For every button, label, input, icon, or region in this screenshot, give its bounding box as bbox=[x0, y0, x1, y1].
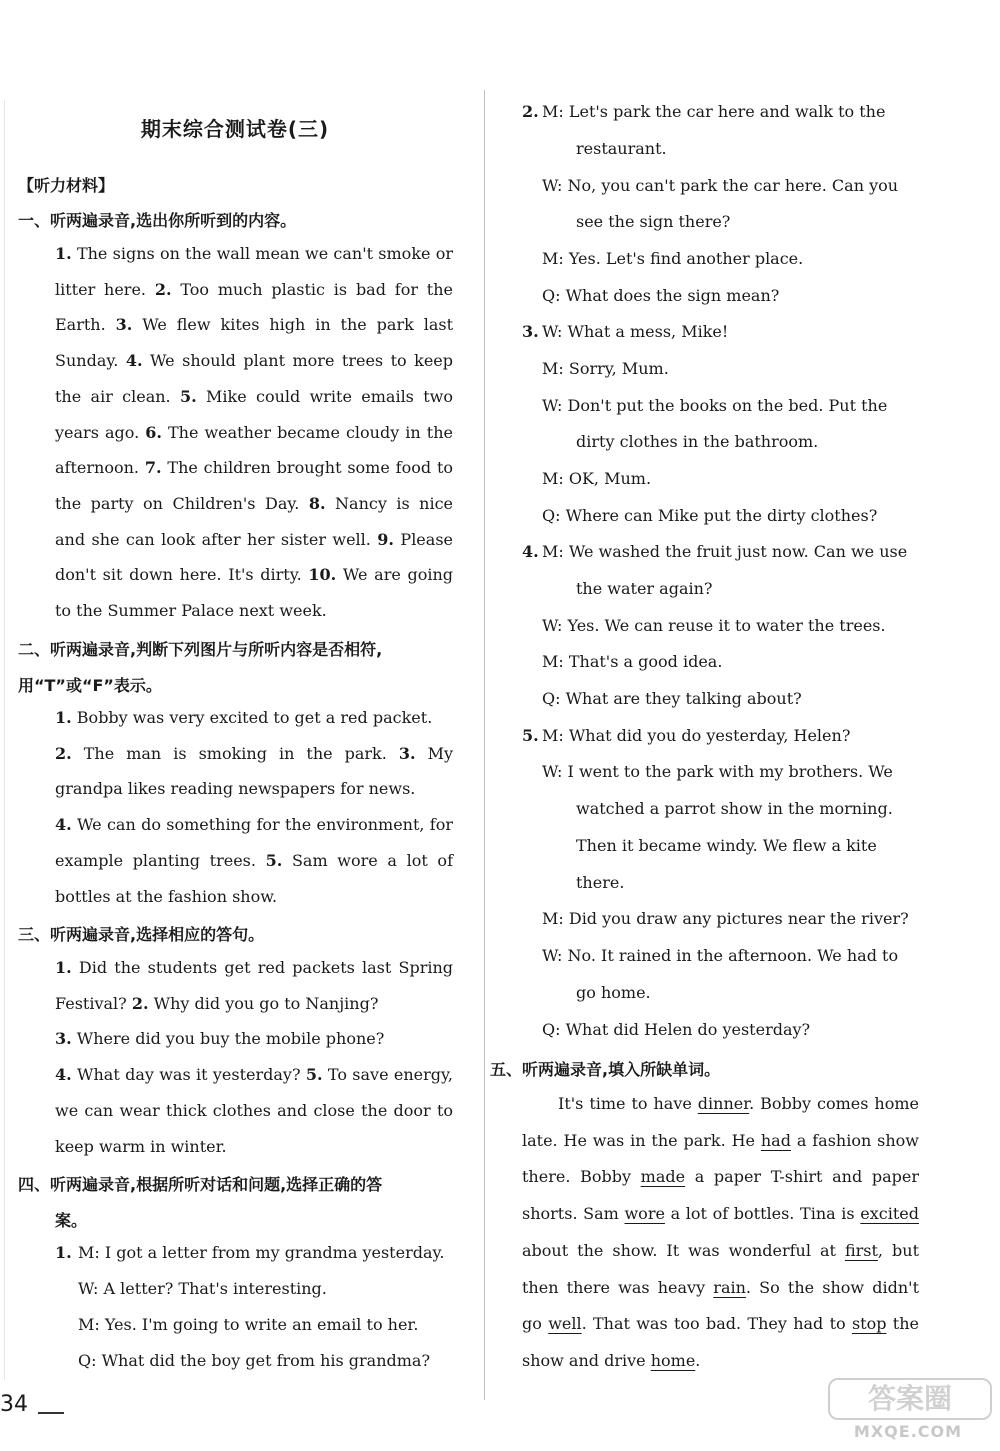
dialogue4-line: Q: What are they talking about? bbox=[542, 689, 802, 708]
dialogue4-line: M: We washed the fruit just now. Can we use bbox=[542, 542, 908, 561]
cloze-answer: first bbox=[844, 1240, 878, 1260]
dialogue2-line: W: No, you can't park the car here. Can you bbox=[542, 176, 899, 195]
column-divider bbox=[484, 90, 485, 1400]
cloze-answer: rain bbox=[713, 1277, 746, 1297]
section1-paragraph: 1. The signs on the wall mean we can't smoke or litter here. 2. Too much plastic is bad for the Earth. 3. We flew kites high in the park last Sunday. 4. We should plant more trees to keep the air clean. 5. Mike could write emails two years ago. 6. The weather became cloudy in the afternoon. 7. The children brought some food to the party on Children's Day. 8. Nancy is nice and she can look after her sister well. 9. Please don't sit down here. It's dirty. 10. We are going to the Summer Palace next week. bbox=[55, 244, 454, 621]
section5-heading: 五、听两遍录音,填入所缺单词。 bbox=[490, 1060, 721, 1079]
cloze-answer: home bbox=[650, 1350, 696, 1370]
section3-heading: 三、听两遍录音,选择相应的答句。 bbox=[18, 925, 265, 944]
dialogue5-line: W: No. It rained in the afternoon. We had to bbox=[542, 946, 899, 965]
dialogue2-line: restaurant. bbox=[576, 139, 667, 158]
cloze-answer: well bbox=[548, 1314, 582, 1334]
page-number-rule bbox=[38, 1412, 64, 1414]
left-margin-rule bbox=[4, 100, 5, 1380]
dialogue1-number: 1. bbox=[55, 1243, 72, 1262]
section4-heading-line1: 四、听两遍录音,根据所听对话和问题,选择正确的答 bbox=[18, 1175, 383, 1194]
cloze-answer: stop bbox=[851, 1314, 887, 1334]
watermark-top-text: 答案圈 bbox=[828, 1378, 992, 1420]
dialogue3-line: W: Don't put the books on the bed. Put the bbox=[542, 396, 888, 415]
page-title: 期末综合测试卷(三) bbox=[140, 117, 330, 141]
dialogue4-line: M: That's a good idea. bbox=[542, 652, 723, 671]
dialogue1-line: Q: What did the boy get from his grandma? bbox=[78, 1351, 431, 1370]
dialogue4-line: W: Yes. We can reuse it to water the trees. bbox=[542, 616, 886, 635]
dialogue5-number: 5. bbox=[522, 726, 539, 745]
cloze-answer: excited bbox=[860, 1204, 919, 1224]
dialogue5-line: M: What did you do yesterday, Helen? bbox=[542, 726, 851, 745]
section5-cloze-paragraph: It's time to have dinner. Bobby comes home late. He was in the park. He had a fashion show there. Bobby made a paper T-shirt and paper shorts. Sam wore a lot of bottles. Tina is excited about the show. It was wonderful at first, but then there was heavy rain. So the show didn't go well. That was too bad. They had to stop the show and drive home. bbox=[522, 1094, 919, 1370]
dialogue4-number: 4. bbox=[522, 542, 539, 561]
section2-heading-line1: 二、听两遍录音,判断下列图片与所听内容是否相符, bbox=[18, 640, 383, 659]
cloze-answer: wore bbox=[624, 1204, 665, 1224]
dialogue5-line: there. bbox=[576, 873, 625, 892]
dialogue2-number: 2. bbox=[522, 102, 539, 121]
dialogue2-line: see the sign there? bbox=[576, 212, 731, 231]
watermark-bottom-text: MXQE.COM bbox=[853, 1422, 963, 1441]
section4-heading-line2: 案。 bbox=[55, 1211, 88, 1230]
dialogue3-line: M: Sorry, Mum. bbox=[542, 359, 669, 378]
dialogue5-line: W: I went to the park with my brothers. We bbox=[542, 762, 893, 781]
section2-heading-line2: 用“T”或“F”表示。 bbox=[18, 676, 162, 695]
section1-heading: 一、听两遍录音,选出你所听到的内容。 bbox=[18, 211, 297, 230]
dialogue2-line: Q: What does the sign mean? bbox=[542, 286, 780, 305]
dialogue2-line: M: Yes. Let's find another place. bbox=[542, 249, 804, 268]
dialogue3-line: Q: Where can Mike put the dirty clothes? bbox=[542, 506, 878, 525]
dialogue3-number: 3. bbox=[522, 322, 539, 341]
dialogue5-line: Then it became windy. We flew a kite bbox=[576, 836, 877, 855]
dialogue5-line: M: Did you draw any pictures near the river? bbox=[542, 909, 909, 928]
dialogue4-line: the water again? bbox=[576, 579, 713, 598]
cloze-answer: dinner bbox=[697, 1094, 750, 1113]
dialogue3-line: M: OK, Mum. bbox=[542, 469, 652, 488]
section3-paragraph: 1. Did the students get red packets last Spring Festival? 2. Why did you go to Nanjing? 3. Where did you buy the mobile phone? 4. What day was it yesterday? 5. To save energy, we can wear thick clothes and close the door to keep warm in winter. bbox=[55, 958, 453, 1156]
dialogue3-line: dirty clothes in the bathroom. bbox=[576, 432, 819, 451]
dialogue5-line: go home. bbox=[576, 983, 651, 1002]
watermark-logo bbox=[828, 1378, 988, 1444]
dialogue5-line: watched a parrot show in the morning. bbox=[576, 799, 893, 818]
dialogue2-line: M: Let's park the car here and walk to the bbox=[542, 102, 886, 121]
materials-label: 【听力材料】 bbox=[18, 176, 115, 195]
dialogue3-line: W: What a mess, Mike! bbox=[542, 322, 729, 341]
dialogue1-line: W: A letter? That's interesting. bbox=[78, 1279, 327, 1298]
cloze-answer: had bbox=[760, 1130, 791, 1150]
dialogue5-line: Q: What did Helen do yesterday? bbox=[542, 1020, 811, 1039]
page-number: 34 bbox=[0, 1392, 28, 1417]
section2-paragraph: 1. Bobby was very excited to get a red packet. 2. The man is smoking in the park. 3. My grandpa likes reading newspapers for news. 4. We can do something for the environment, for example planting trees. 5. Sam wore a lot of bottles at the fashion show. bbox=[55, 708, 454, 906]
dialogue1-line: M: Yes. I'm going to write an email to her. bbox=[78, 1315, 419, 1334]
cloze-answer: made bbox=[640, 1167, 686, 1187]
dialogue1-line: M: I got a letter from my grandma yesterday. bbox=[78, 1243, 445, 1262]
